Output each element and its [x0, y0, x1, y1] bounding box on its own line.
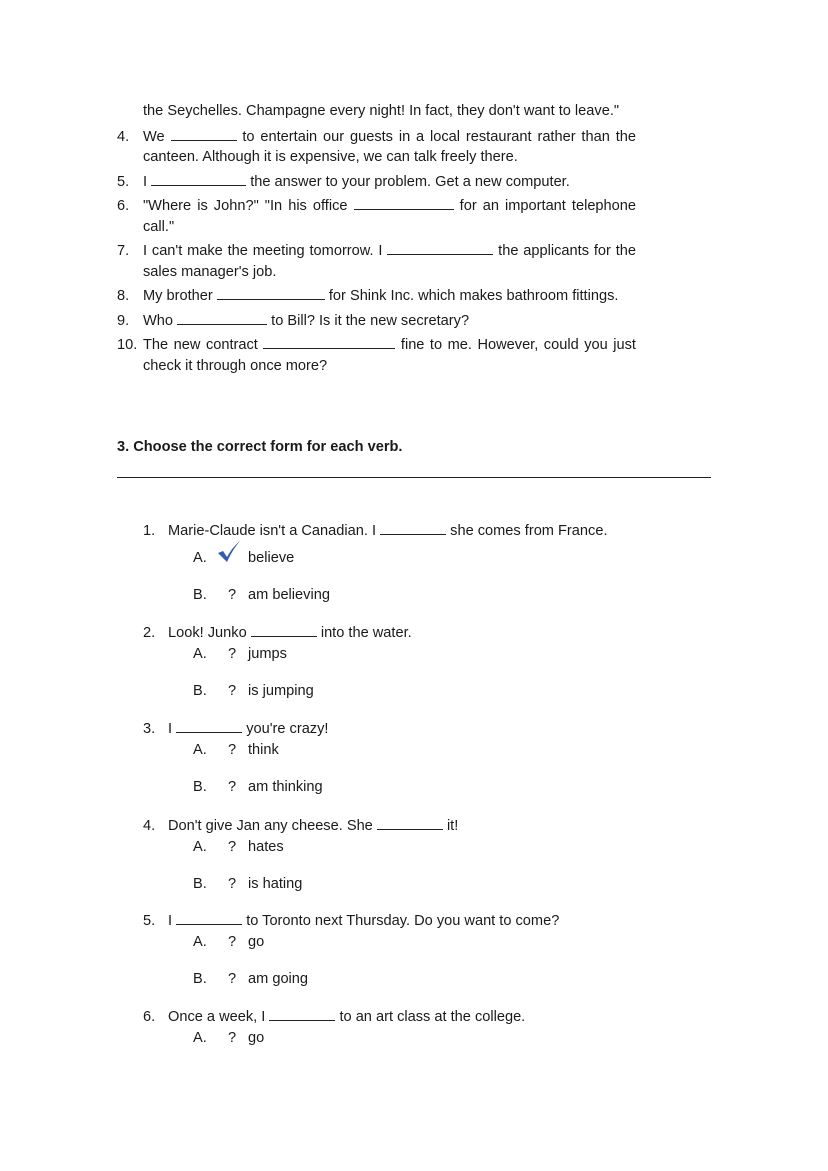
check-mark-icon	[216, 540, 242, 564]
option-a[interactable]	[143, 548, 663, 568]
option-text: think	[248, 742, 279, 758]
unknown-symbol-icon: ?	[228, 742, 237, 758]
question-item	[117, 335, 636, 376]
mc-question	[143, 521, 663, 605]
answer-blank[interactable]	[269, 1008, 335, 1021]
answer-blank[interactable]	[377, 817, 443, 830]
option-letter: B.	[193, 779, 207, 795]
unknown-symbol-icon: ?	[228, 971, 237, 987]
unknown-symbol-icon: ?	[228, 876, 237, 892]
question-number: 1.	[143, 523, 156, 539]
question-text-before: My brother	[143, 288, 213, 304]
question-text-before: Who	[143, 312, 174, 329]
question-text-after: to an art class at the college.	[339, 1009, 526, 1025]
option-a[interactable]	[143, 932, 663, 952]
option-text: am believing	[248, 587, 330, 603]
question-number: 3.	[143, 721, 156, 737]
option-text: am thinking	[248, 779, 323, 795]
question-text-after: to Bill? Is it the new secretary?	[271, 312, 470, 329]
question-text-after: for Shink Inc. which makes bathroom fittings.	[328, 288, 619, 304]
unknown-symbol-icon: ?	[228, 839, 237, 855]
question-text-before: I can't make the meeting tomorrow. I	[143, 243, 383, 259]
question-number: 5.	[143, 913, 156, 929]
option-letter: B.	[193, 876, 207, 892]
answer-blank[interactable]	[251, 624, 317, 637]
question-number: 5.	[117, 173, 130, 190]
question-number: 4.	[143, 818, 156, 834]
unknown-symbol-icon: ?	[228, 646, 237, 662]
question-number: 2.	[143, 625, 156, 641]
answer-blank[interactable]	[171, 128, 237, 141]
answer-blank[interactable]	[177, 312, 267, 325]
option-letter: B.	[193, 683, 207, 699]
question-text-after: for an important telephone call."	[143, 198, 637, 235]
question-number: 4.	[117, 128, 130, 145]
question-text-before: We	[143, 128, 165, 145]
mc-question	[143, 816, 663, 894]
option-letter: A.	[193, 742, 207, 758]
mc-question	[143, 719, 663, 797]
option-text: go	[248, 1030, 265, 1046]
option-b[interactable]	[143, 969, 663, 989]
option-letter: B.	[193, 587, 207, 603]
unknown-symbol-icon: ?	[228, 587, 237, 603]
question-text-after: the applicants for the sales manager's job.	[143, 243, 636, 280]
unknown-symbol-icon: ?	[228, 779, 237, 795]
option-text: is hating	[248, 876, 303, 892]
question-text-before: Don't give Jan any cheese. She	[168, 818, 373, 834]
option-a[interactable]	[143, 644, 663, 664]
option-letter: A.	[193, 839, 207, 855]
question-number: 6.	[117, 198, 130, 214]
question-text-after: fine to me. However, could you just check it through once more?	[143, 337, 636, 374]
option-letter: A.	[193, 934, 207, 950]
option-letter: A.	[193, 1030, 207, 1046]
answer-blank[interactable]	[176, 720, 242, 733]
unknown-symbol-icon: ?	[228, 1030, 237, 1046]
question-item	[117, 241, 636, 282]
option-text: jumps	[248, 646, 287, 662]
question-number: 6.	[143, 1009, 156, 1025]
question-text-before: Once a week, I	[168, 1009, 266, 1025]
option-letter: A.	[193, 550, 207, 566]
question-text-before: I	[168, 721, 173, 737]
answer-blank[interactable]	[387, 242, 493, 255]
option-b[interactable]	[143, 874, 663, 894]
part2-list	[117, 101, 636, 376]
question-item	[117, 172, 636, 193]
option-a[interactable]	[143, 837, 663, 857]
answer-blank[interactable]	[151, 173, 246, 186]
item-3-continuation: the Seychelles. Champagne every night! In fact, they don't want to leave."	[143, 103, 620, 119]
option-text: go	[248, 934, 265, 950]
question-item	[117, 311, 636, 332]
question-text-after: to entertain our guests in a local restaurant rather than the canteen. Although it is expensive, we can talk freely there.	[143, 128, 636, 165]
option-letter: A.	[193, 646, 207, 662]
question-text-after: into the water.	[320, 625, 412, 641]
question-item	[117, 196, 636, 237]
question-text-after: she comes from France.	[450, 523, 608, 539]
question-text-after: the answer to your problem. Get a new computer.	[250, 173, 570, 190]
question-text-before: Marie-Claude isn't a Canadian. I	[168, 523, 377, 539]
unknown-symbol-icon: ?	[228, 683, 237, 699]
answer-blank[interactable]	[380, 522, 446, 535]
option-b[interactable]	[143, 681, 663, 701]
question-text-after: you're crazy!	[246, 721, 329, 737]
option-b[interactable]	[143, 585, 663, 605]
question-number: 10.	[117, 337, 138, 353]
question-item	[117, 286, 636, 307]
question-number: 8.	[117, 288, 130, 304]
option-text: am going	[248, 971, 309, 987]
mc-question	[143, 911, 663, 989]
unknown-symbol-icon: ?	[228, 934, 237, 950]
answer-blank[interactable]	[354, 197, 454, 210]
option-text: believe	[248, 550, 295, 566]
option-b[interactable]	[143, 777, 663, 797]
section-title: 3. Choose the correct form for each verb.	[117, 439, 403, 455]
question-text-before: The new contract	[143, 337, 258, 353]
option-text: hates	[248, 839, 284, 855]
option-text: is jumping	[248, 683, 314, 699]
option-a[interactable]	[143, 1028, 663, 1048]
question-text-after: it!	[446, 818, 459, 834]
question-number: 9.	[117, 312, 130, 329]
answer-blank[interactable]	[263, 336, 395, 349]
question-text-before: I	[143, 173, 148, 190]
option-a[interactable]	[143, 740, 663, 760]
option-letter: B.	[193, 971, 207, 987]
answer-blank[interactable]	[217, 287, 325, 300]
question-text-before: Look! Junko	[168, 625, 247, 641]
question-text-before: "Where is John?" "In his office	[143, 198, 348, 214]
question-number: 7.	[117, 243, 130, 259]
mc-question	[143, 623, 663, 701]
question-text-after: to Toronto next Thursday. Do you want to come?	[246, 913, 560, 929]
answer-blank[interactable]	[176, 912, 242, 925]
question-text-before: I	[168, 913, 173, 929]
question-item	[117, 127, 636, 168]
mc-question	[143, 1007, 663, 1048]
section-divider	[117, 477, 711, 478]
